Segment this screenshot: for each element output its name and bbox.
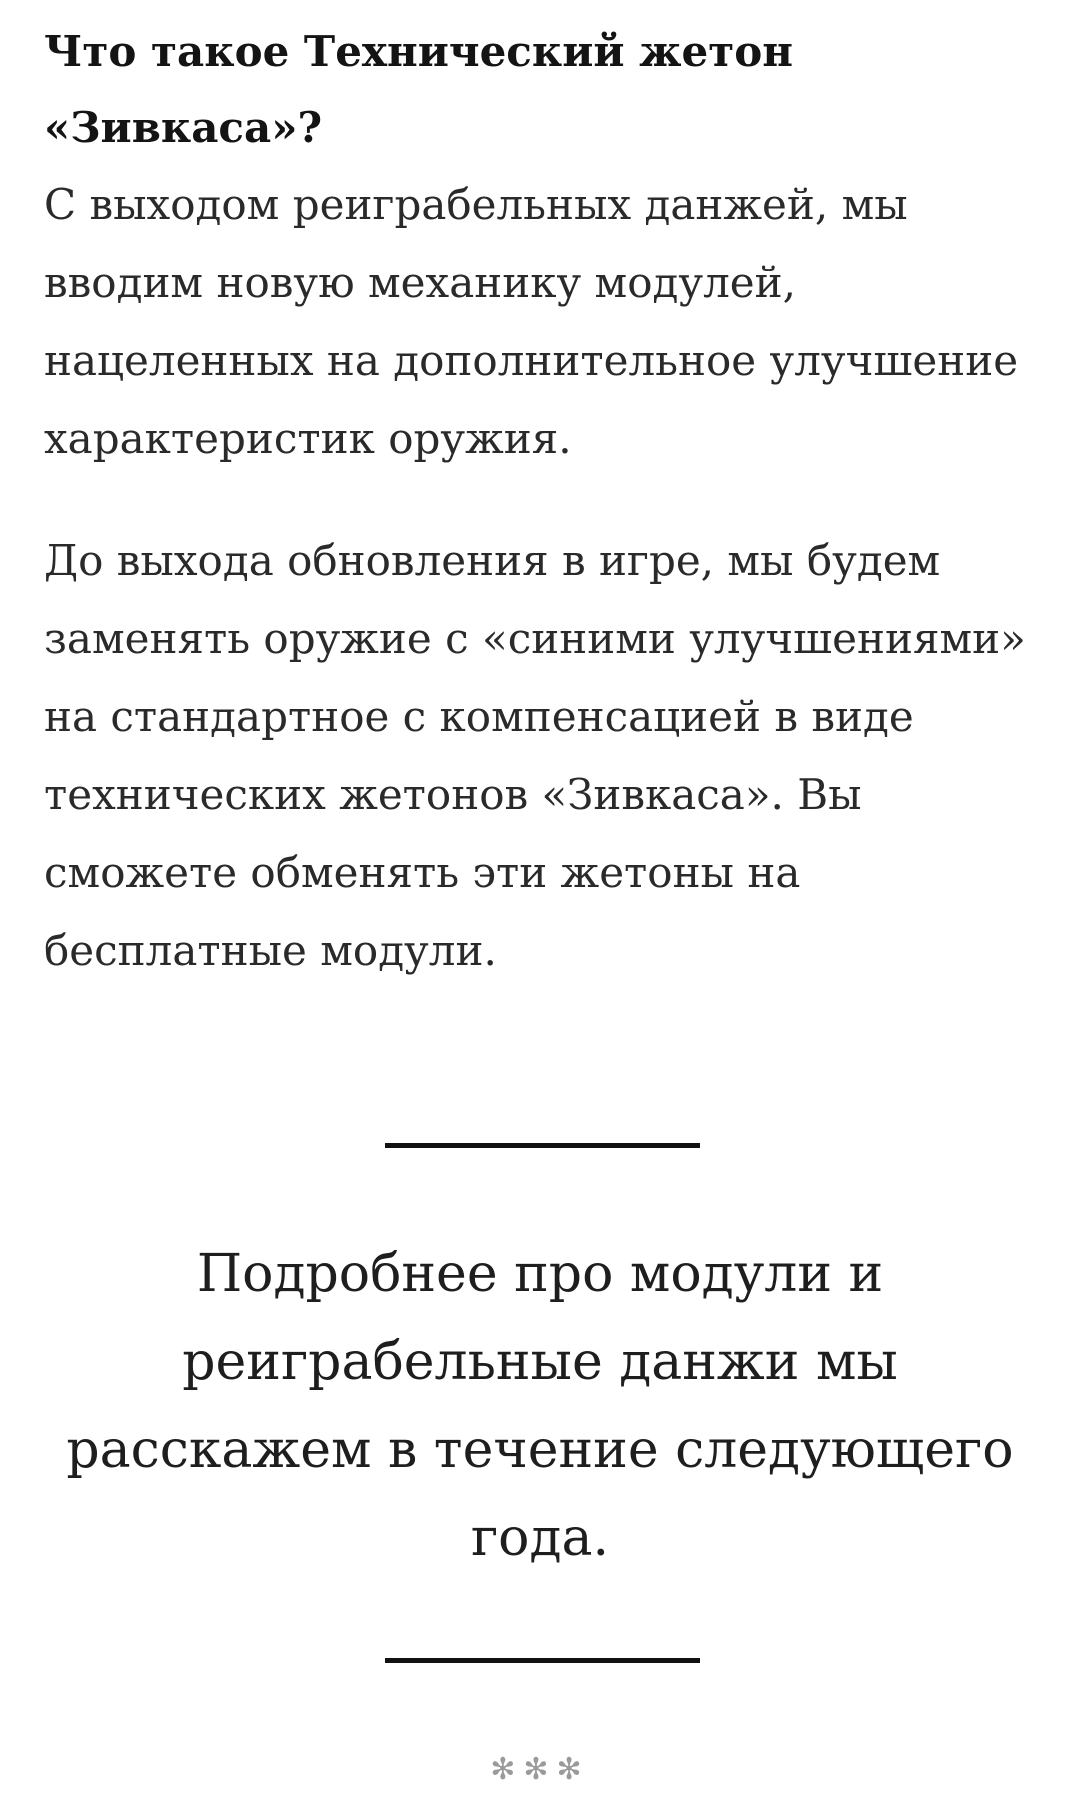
section-separator-asterisks: ✻✻✻ (490, 1752, 590, 1787)
quote-top-divider (385, 1143, 700, 1148)
paragraph-1: С выходом реиграбельных данжей, мы вводим новую механику модулей, нацеленных на дополнительное улучшение характеристик оружия. (44, 180, 1019, 463)
quote-bottom-divider (385, 1658, 700, 1663)
section-heading: Что такое Технический жетон «Зивкаса»? (44, 27, 794, 152)
paragraph-2: До выхода обновления в игре, мы будем заменять оружие с «синими улучшениями» на стандартное с компенсацией в виде технических жетонов «Зивкаса». Вы сможете обменять эти жетоны на бесплатные модули. (44, 536, 1026, 975)
article-body (44, 0, 1034, 990)
pull-quote: Подробнее про модули и реиграбельные данжи мы расскажем в течение следующего года. (66, 1244, 1014, 1568)
